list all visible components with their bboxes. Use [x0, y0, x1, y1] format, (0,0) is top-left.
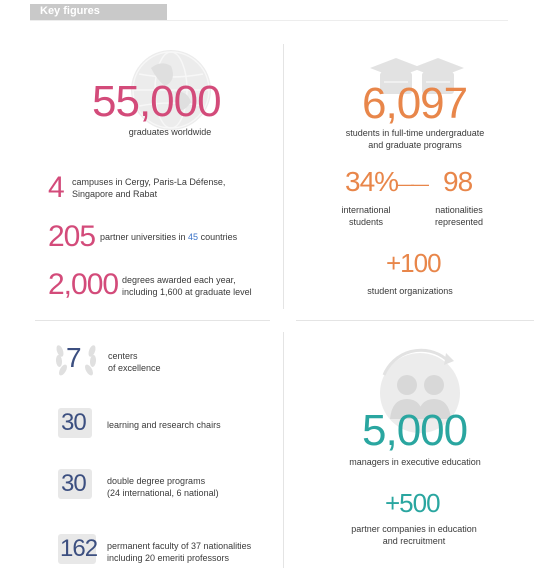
double-line-2: (24 international, 6 national): [107, 487, 219, 498]
section-title: Key figures: [40, 5, 100, 17]
degrees-line-1: degrees awarded each year,: [122, 275, 236, 285]
nationalities-number: 98: [443, 166, 473, 197]
double-number: 30: [61, 470, 86, 497]
horizontal-divider-right: [296, 320, 534, 321]
partners-number: 205: [48, 220, 96, 253]
companies-number: +500: [385, 488, 440, 518]
partners-text-after: countries: [198, 232, 238, 242]
campuses-line-1: campuses in Cergy, Paris-La Défense,: [72, 177, 226, 187]
companies-line-1: partner companies in education: [351, 524, 477, 534]
faculty-line-2: including 20 emeriti professors: [107, 552, 230, 563]
campuses-number: 4: [48, 171, 64, 204]
centers-number: 7: [66, 342, 81, 373]
students-line-1: students in full-time undergraduate: [345, 128, 485, 138]
header-rule: [30, 20, 508, 21]
international-students-label: [336, 205, 396, 228]
chairs-label: learning and research chairs: [107, 420, 221, 430]
partners-text-before: partner universities in: [100, 232, 189, 242]
faculty-text: [107, 541, 251, 564]
nationalities-label: [426, 205, 492, 228]
international-dash: ——: [396, 174, 426, 194]
students-line-2: and graduate programs: [368, 139, 462, 150]
faculty-number: 162: [60, 535, 98, 562]
campuses-line-2: Singapore and Rabat: [72, 188, 158, 199]
campuses-text: [72, 177, 225, 200]
centers-line-1: centers: [108, 351, 138, 361]
organizations-number: +100: [386, 248, 441, 278]
companies-line-2: and recruitment: [382, 535, 446, 546]
vertical-divider-top: [283, 44, 284, 309]
vertical-divider-bottom: [283, 332, 284, 568]
centers-line-2: of excellence: [108, 362, 161, 373]
centers-text: [108, 351, 161, 374]
partners-country-count: 45: [188, 232, 199, 242]
students-text: [330, 128, 500, 151]
graduates-number: 55,000: [92, 77, 221, 126]
partners-text: [100, 232, 237, 244]
graduates-label: graduates worldwide: [128, 127, 212, 137]
managers-label: managers in executive education: [349, 457, 481, 467]
nationalities-line-2: represented: [434, 216, 484, 227]
managers-number: 5,000: [362, 406, 468, 455]
international-percent: 34%: [345, 166, 399, 197]
students-number: 6,097: [362, 79, 468, 128]
international-line-1: international: [341, 205, 391, 215]
double-line-1: double degree programs: [107, 476, 206, 486]
companies-text: [334, 524, 494, 547]
degrees-line-2: including 1,600 at graduate level: [122, 286, 252, 297]
horizontal-divider-left: [35, 320, 270, 321]
chairs-number: 30: [61, 409, 86, 436]
double-text: [107, 476, 219, 499]
organizations-label: student organizations: [367, 286, 453, 296]
faculty-line-1: permanent faculty of 37 nationalities: [107, 541, 252, 551]
nationalities-line-1: nationalities: [435, 205, 483, 215]
degrees-text: [122, 275, 252, 298]
degrees-number: 2,000: [48, 268, 119, 301]
international-line-2: students: [348, 216, 384, 227]
